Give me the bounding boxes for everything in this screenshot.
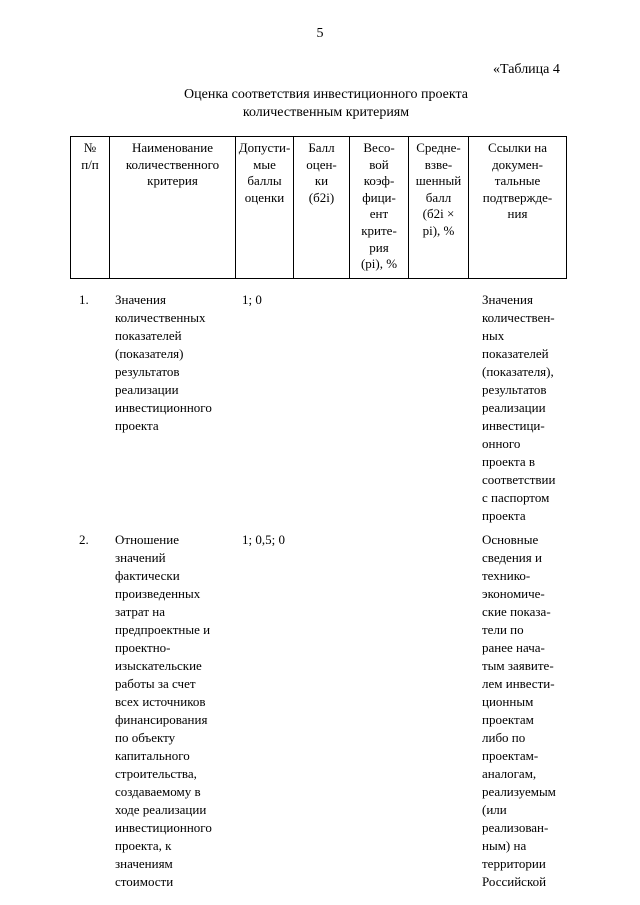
header-cell-weighted-score: Средне- взве- шенный балл (б2i × pi), % bbox=[409, 137, 469, 279]
table-row bbox=[70, 291, 574, 521]
header-cell-allowed-points: Допусти- мые баллы оценки bbox=[236, 137, 294, 279]
row-number: 2. bbox=[79, 532, 89, 547]
doc-title bbox=[0, 86, 640, 122]
page-number: 5 bbox=[316, 26, 324, 41]
allowed-points: 1; 0,5; 0 bbox=[242, 532, 285, 547]
header-cell-number: № п/п bbox=[71, 137, 110, 279]
header-cell-criterion-name: Наименование количественного критерия bbox=[110, 137, 236, 279]
doc-title-line-1: Оценка соответствия инвестиционного проекта bbox=[184, 87, 468, 102]
criterion-name: Отношение значений фактически произведенных затрат на предпроектные и проектно- изыскательские работы за счет всех источников финансирования по объекту капитального строительства, создаваемому в ходе реализации инвестиционного проекта, к значениям стоимости bbox=[115, 532, 212, 889]
criterion-name: Значения количественных показателей (показателя) результатов реализации инвестиционного проекта bbox=[115, 292, 212, 433]
header-table bbox=[70, 136, 567, 279]
table-label: «Таблица 4 bbox=[493, 62, 560, 77]
doc-title-line-2: количественным критериям bbox=[242, 105, 410, 120]
table-row bbox=[70, 531, 574, 891]
header-cell-weight: Весо- вой коэф- фици- ент крите- рия (pi), % bbox=[350, 137, 409, 279]
header-row bbox=[71, 137, 567, 279]
header-cell-references: Ссылки на докумен- тальные подтвержде- ния bbox=[469, 137, 567, 279]
header-cell-score: Балл оцен- ки (б2i) bbox=[294, 137, 350, 279]
row-number: 1. bbox=[79, 292, 89, 307]
document-references: Значения количествен- ных показателей (показателя), результатов реализации инвестици- онного проекта в соответствии с паспортом проекта bbox=[482, 292, 556, 523]
allowed-points: 1; 0 bbox=[242, 292, 262, 307]
document-references: Основные сведения и технико- экономиче- ские показа- тели по ранее нача- тым заявите- лем инвести- ционным проектам либо по проектам- аналогам, реализуемым (или реализован- ным) на территории Российской bbox=[482, 532, 556, 889]
